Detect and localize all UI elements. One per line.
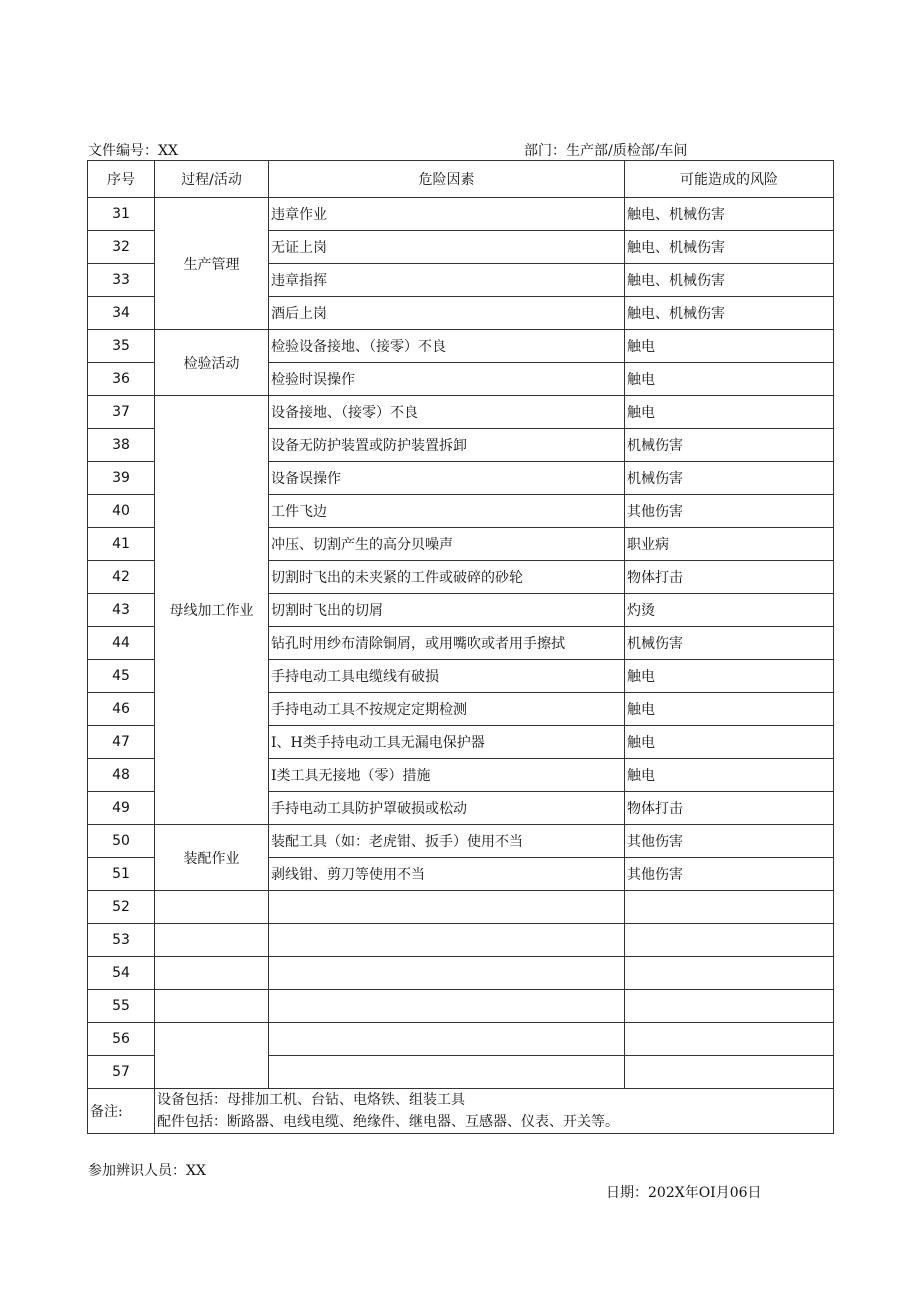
process-cell: 检验活动	[155, 330, 269, 396]
seq-cell: 55	[88, 990, 155, 1023]
seq-cell: 36	[88, 363, 155, 396]
hazard-cell: 检验时误操作	[269, 363, 625, 396]
seq-cell: 39	[88, 462, 155, 495]
risk-cell: 其他伤害	[625, 495, 834, 528]
seq-cell: 46	[88, 693, 155, 726]
hazard-cell: 无证上岗	[269, 231, 625, 264]
risk-cell: 其他伤害	[625, 858, 834, 891]
table-row	[88, 396, 834, 429]
department: 部门：生产部/质检部/车间	[524, 143, 688, 159]
hazard-identification-table	[87, 160, 834, 1134]
seq-cell: 52	[88, 891, 155, 924]
risk-cell	[625, 1056, 834, 1089]
notes-label: 备注:	[88, 1089, 155, 1134]
seq-cell: 38	[88, 429, 155, 462]
risk-cell	[625, 924, 834, 957]
seq-cell: 32	[88, 231, 155, 264]
notes-parts: 配件包括：断路器、电线电缆、绝缘件、继电器、互感器、仪表、开关等。	[157, 1114, 619, 1130]
column-header-process: 过程/活动	[155, 161, 269, 198]
hazard-cell: 切割时飞出的切屑	[269, 594, 625, 627]
risk-cell: 触电	[625, 363, 834, 396]
risk-cell: 灼烫	[625, 594, 834, 627]
hazard-cell	[269, 990, 625, 1023]
seq-cell: 40	[88, 495, 155, 528]
hazard-cell: 手持电动工具电缆线有破损	[269, 660, 625, 693]
seq-cell: 43	[88, 594, 155, 627]
seq-cell: 54	[88, 957, 155, 990]
risk-cell	[625, 957, 834, 990]
hazard-cell: 钻孔时用纱布清除铜屑，或用嘴吹或者用手擦拭	[269, 627, 625, 660]
risk-cell: 机械伤害	[625, 627, 834, 660]
process-cell	[155, 1023, 269, 1089]
participants: 参加辨识人员：XX	[88, 1163, 206, 1179]
hazard-cell: 违章作业	[269, 198, 625, 231]
risk-cell: 触电	[625, 759, 834, 792]
hazard-cell: 冲压、切割产生的高分贝噪声	[269, 528, 625, 561]
seq-cell: 37	[88, 396, 155, 429]
hazard-cell: 设备接地、（接零）不良	[269, 396, 625, 429]
hazard-cell: I类工具无接地（零）措施	[269, 759, 625, 792]
notes-content	[155, 1089, 834, 1134]
table-row	[88, 924, 834, 957]
risk-cell: 触电	[625, 660, 834, 693]
hazard-cell: 检验设备接地、（接零）不良	[269, 330, 625, 363]
process-cell: 生产管理	[155, 198, 269, 330]
hazard-cell: 酒后上岗	[269, 297, 625, 330]
hazard-cell: 设备无防护装置或防护装置拆卸	[269, 429, 625, 462]
risk-cell: 其他伤害	[625, 825, 834, 858]
risk-cell: 触电	[625, 726, 834, 759]
seq-cell: 51	[88, 858, 155, 891]
document-number: 文件编号：XX	[88, 143, 178, 159]
seq-cell: 33	[88, 264, 155, 297]
seq-cell: 34	[88, 297, 155, 330]
notes-equipment: 设备包括：母排加工机、台钻、电烙铁、组装工具	[157, 1092, 465, 1108]
process-cell: 母线加工作业	[155, 396, 269, 825]
table-row	[88, 957, 834, 990]
table-row	[88, 891, 834, 924]
seq-cell: 42	[88, 561, 155, 594]
risk-cell: 物体打击	[625, 792, 834, 825]
seq-cell: 57	[88, 1056, 155, 1089]
table-row	[88, 198, 834, 231]
risk-cell: 触电	[625, 693, 834, 726]
notes-row	[88, 1089, 834, 1134]
column-header-risk: 可能造成的风险	[625, 161, 834, 198]
risk-cell: 触电、机械伤害	[625, 297, 834, 330]
table-row	[88, 990, 834, 1023]
hazard-cell: 剥线钳、剪刀等使用不当	[269, 858, 625, 891]
hazard-cell: 切割时飞出的未夹紧的工件或破碎的砂轮	[269, 561, 625, 594]
seq-cell: 47	[88, 726, 155, 759]
hazard-cell	[269, 891, 625, 924]
risk-cell: 职业病	[625, 528, 834, 561]
risk-cell: 触电	[625, 330, 834, 363]
date: 日期：202X年OI月06日	[606, 1185, 762, 1201]
seq-cell: 56	[88, 1023, 155, 1056]
process-cell	[155, 990, 269, 1023]
hazard-cell	[269, 1056, 625, 1089]
table-row	[88, 1023, 834, 1056]
seq-cell: 50	[88, 825, 155, 858]
hazard-cell: I、H类手持电动工具无漏电保护器	[269, 726, 625, 759]
risk-cell: 触电、机械伤害	[625, 231, 834, 264]
seq-cell: 44	[88, 627, 155, 660]
hazard-cell: 违章指挥	[269, 264, 625, 297]
hazard-cell: 设备误操作	[269, 462, 625, 495]
hazard-cell	[269, 957, 625, 990]
column-header-hazard: 危险因素	[269, 161, 625, 198]
risk-cell: 机械伤害	[625, 429, 834, 462]
risk-cell: 触电	[625, 396, 834, 429]
process-cell	[155, 891, 269, 924]
risk-cell: 触电、机械伤害	[625, 198, 834, 231]
hazard-cell: 装配工具（如：老虎钳、扳手）使用不当	[269, 825, 625, 858]
seq-cell: 31	[88, 198, 155, 231]
seq-cell: 49	[88, 792, 155, 825]
seq-cell: 45	[88, 660, 155, 693]
risk-cell	[625, 1023, 834, 1056]
seq-cell: 35	[88, 330, 155, 363]
risk-cell	[625, 990, 834, 1023]
hazard-cell: 工件飞边	[269, 495, 625, 528]
seq-cell: 53	[88, 924, 155, 957]
hazard-cell: 手持电动工具防护罩破损或松动	[269, 792, 625, 825]
hazard-cell	[269, 924, 625, 957]
table-header-row	[88, 161, 834, 198]
risk-cell: 触电、机械伤害	[625, 264, 834, 297]
table-row	[88, 825, 834, 858]
risk-cell: 机械伤害	[625, 462, 834, 495]
column-header-seq: 序号	[88, 161, 155, 198]
process-cell: 装配作业	[155, 825, 269, 891]
process-cell	[155, 957, 269, 990]
risk-cell: 物体打击	[625, 561, 834, 594]
process-cell	[155, 924, 269, 957]
risk-cell	[625, 891, 834, 924]
seq-cell: 41	[88, 528, 155, 561]
hazard-cell	[269, 1023, 625, 1056]
hazard-cell: 手持电动工具不按规定定期检测	[269, 693, 625, 726]
table-row	[88, 330, 834, 363]
seq-cell: 48	[88, 759, 155, 792]
